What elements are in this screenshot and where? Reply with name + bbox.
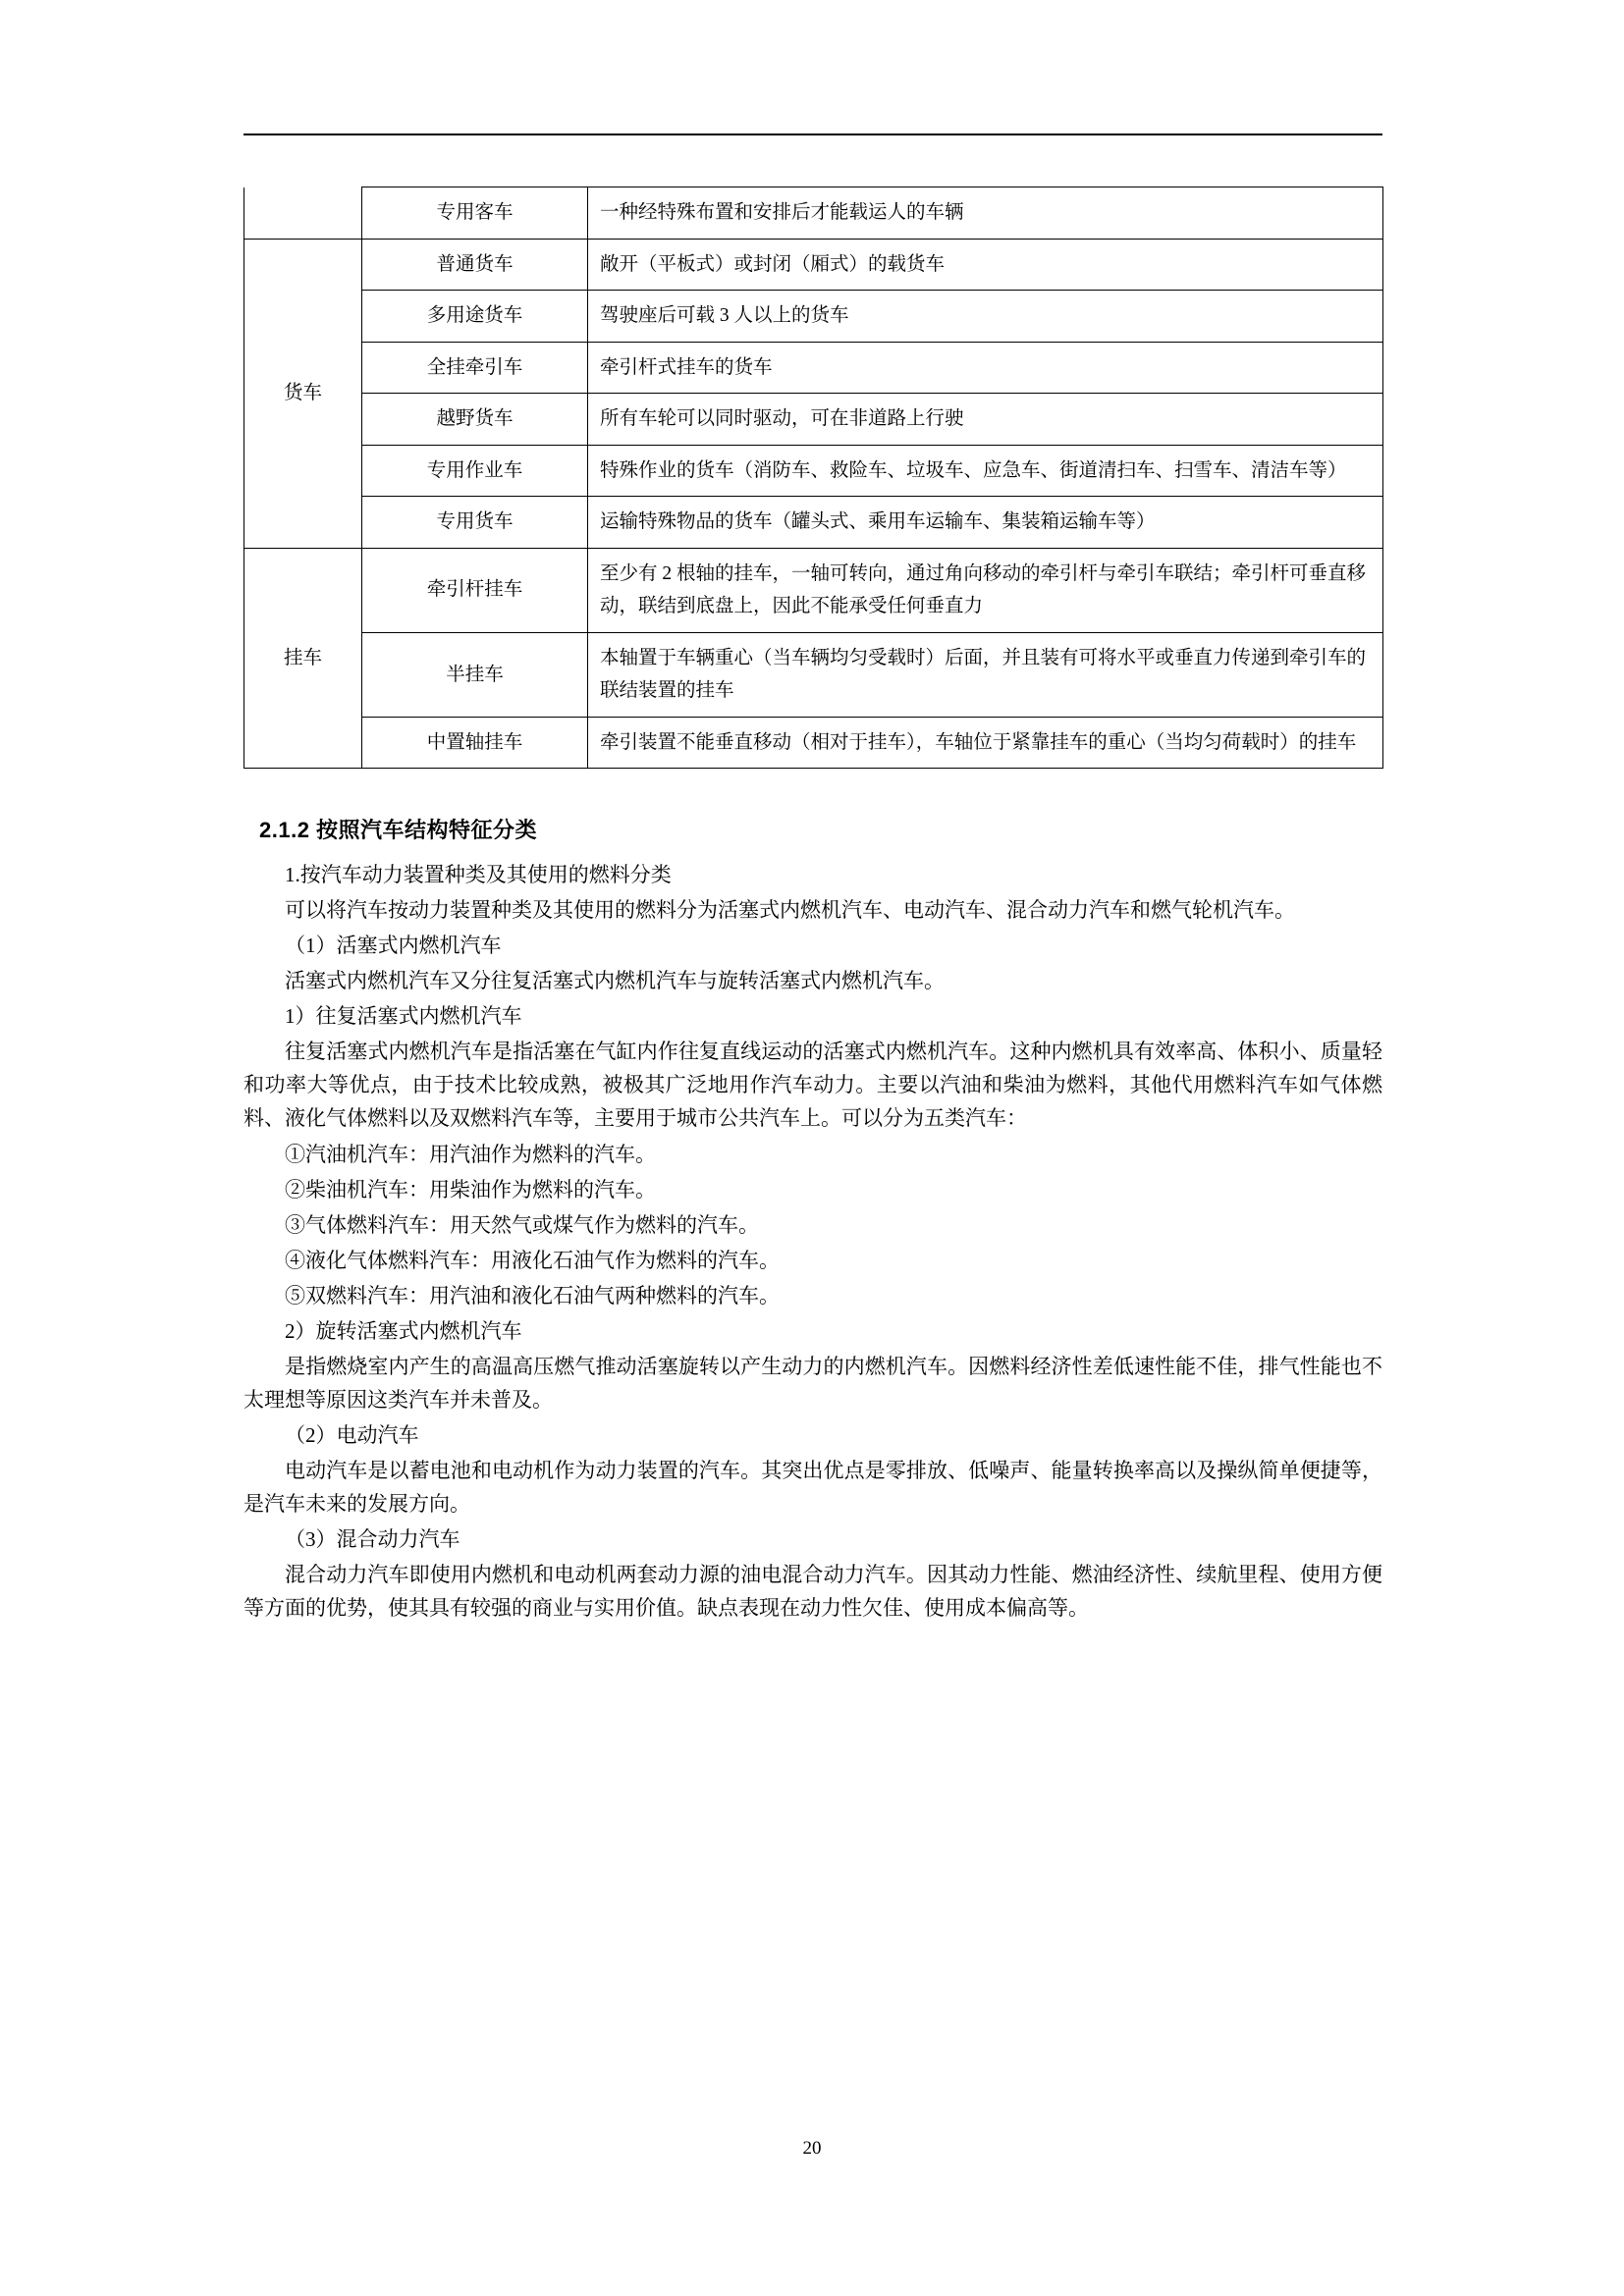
paragraph-2: 可以将汽车按动力装置种类及其使用的燃料分为活塞式内燃机汽车、电动汽车、混合动力汽车和燃气轮机汽车。 <box>285 898 1295 923</box>
paragraph-5: 1）往复活塞式内燃机汽车 <box>285 1004 522 1029</box>
desc-cell: 本轴置于车辆重心（当车辆均匀受载时）后面，并且装有可将水平或垂直力传递到牵引车的联结装置的挂车 <box>588 632 1383 717</box>
type-cell: 中置轴挂车 <box>362 717 588 769</box>
paragraph-12: 2）旋转活塞式内燃机汽车 <box>285 1318 522 1343</box>
desc-cell: 运输特殊物品的货车（罐头式、乘用车运输车、集装箱运输车等） <box>588 497 1383 549</box>
paragraph-14: （2）电动汽车 <box>285 1422 419 1447</box>
desc-cell: 牵引杆式挂车的货车 <box>588 342 1383 394</box>
type-cell: 专用客车 <box>362 187 588 240</box>
table-row <box>244 497 1383 549</box>
table-row <box>244 187 1383 240</box>
paragraph-3: （1）活塞式内燃机汽车 <box>285 934 502 958</box>
table-row <box>244 548 1383 632</box>
table-row <box>244 394 1383 446</box>
paragraph-9: ③气体燃料汽车：用天然气或煤气作为燃料的汽车。 <box>285 1212 759 1237</box>
table-row <box>244 717 1383 769</box>
table-row <box>244 239 1383 291</box>
group-cell <box>244 187 362 240</box>
table-row <box>244 342 1383 394</box>
type-cell: 越野货车 <box>362 394 588 446</box>
paragraph-8: ②柴油机汽车：用柴油作为燃料的汽车。 <box>285 1177 656 1201</box>
desc-cell: 牵引装置不能垂直移动（相对于挂车），车轴位于紧靠挂车的重心（当均匀荷载时）的挂车 <box>588 717 1383 769</box>
desc-cell: 一种经特殊布置和安排后才能载运人的车辆 <box>588 187 1383 240</box>
paragraph-13: 是指燃烧室内产生的高温高压燃气推动活塞旋转以产生动力的内燃机汽车。因燃料经济性差低速性能不佳，排气性能也不太理想等原因这类汽车并未普及。 <box>244 1354 1382 1412</box>
desc-cell: 特殊作业的货车（消防车、救险车、垃圾车、应急车、街道清扫车、扫雪车、清洁车等） <box>588 445 1383 497</box>
type-cell: 普通货车 <box>362 239 588 291</box>
section-heading: 2.1.2 按照汽车结构特征分类 <box>259 818 538 843</box>
paragraph-4: 活塞式内燃机汽车又分往复活塞式内燃机汽车与旋转活塞式内燃机汽车。 <box>285 969 945 993</box>
vehicle-classification-table <box>244 187 1383 769</box>
table-row <box>244 445 1383 497</box>
paragraph-7: ①汽油机汽车：用汽油作为燃料的汽车。 <box>285 1142 656 1166</box>
page-number: 20 <box>802 2138 822 2159</box>
table-row <box>244 291 1383 343</box>
type-cell: 半挂车 <box>362 632 588 717</box>
group-cell-truck: 货车 <box>244 239 362 548</box>
desc-cell: 所有车轮可以同时驱动，可在非道路上行驶 <box>588 394 1383 446</box>
page-content <box>244 187 1382 1627</box>
desc-cell: 敞开（平板式）或封闭（厢式）的载货车 <box>588 239 1383 291</box>
paragraph-15: 电动汽车是以蓄电池和电动机作为动力装置的汽车。其突出优点是零排放、低噪声、能量转换率高以及操纵简单便捷等，是汽车未来的发展方向。 <box>244 1458 1382 1516</box>
desc-cell: 驾驶座后可载 3 人以上的货车 <box>588 291 1383 343</box>
desc-cell: 至少有 2 根轴的挂车，一轴可转向，通过角向移动的牵引杆与牵引车联结；牵引杆可垂直移动，联结到底盘上，因此不能承受任何垂直力 <box>588 548 1383 632</box>
paragraph-11: ⑤双燃料汽车：用汽油和液化石油气两种燃料的汽车。 <box>285 1283 780 1308</box>
type-cell: 专用货车 <box>362 497 588 549</box>
paragraph-16: （3）混合动力汽车 <box>285 1526 460 1551</box>
type-cell: 专用作业车 <box>362 445 588 497</box>
paragraph-1: 1.按汽车动力装置种类及其使用的燃料分类 <box>285 863 672 887</box>
paragraph-10: ④液化气体燃料汽车：用液化石油气作为燃料的汽车。 <box>285 1248 780 1272</box>
paragraph-6: 往复活塞式内燃机汽车是指活塞在气缸内作往复直线运动的活塞式内燃机汽车。这种内燃机具有效率高、体积小、质量轻和功率大等优点，由于技术比较成熟，被极其广泛地用作汽车动力。主要以汽油和柴油为燃料，其他代用燃料汽车如气体燃料、液化气体燃料以及双燃料汽车等，主要用于城市公共汽车上。可以分为五类汽车： <box>244 1040 1382 1131</box>
table-row <box>244 632 1383 717</box>
header-rule <box>244 133 1382 135</box>
type-cell: 全挂牵引车 <box>362 342 588 394</box>
paragraph-17: 混合动力汽车即使用内燃机和电动机两套动力源的油电混合动力汽车。因其动力性能、燃油经济性、续航里程、使用方便等方面的优势，使其具有较强的商业与实用价值。缺点表现在动力性欠佳、使用成本偏高等。 <box>244 1562 1382 1620</box>
type-cell: 牵引杆挂车 <box>362 548 588 632</box>
type-cell: 多用途货车 <box>362 291 588 343</box>
group-cell-trailer: 挂车 <box>244 548 362 769</box>
